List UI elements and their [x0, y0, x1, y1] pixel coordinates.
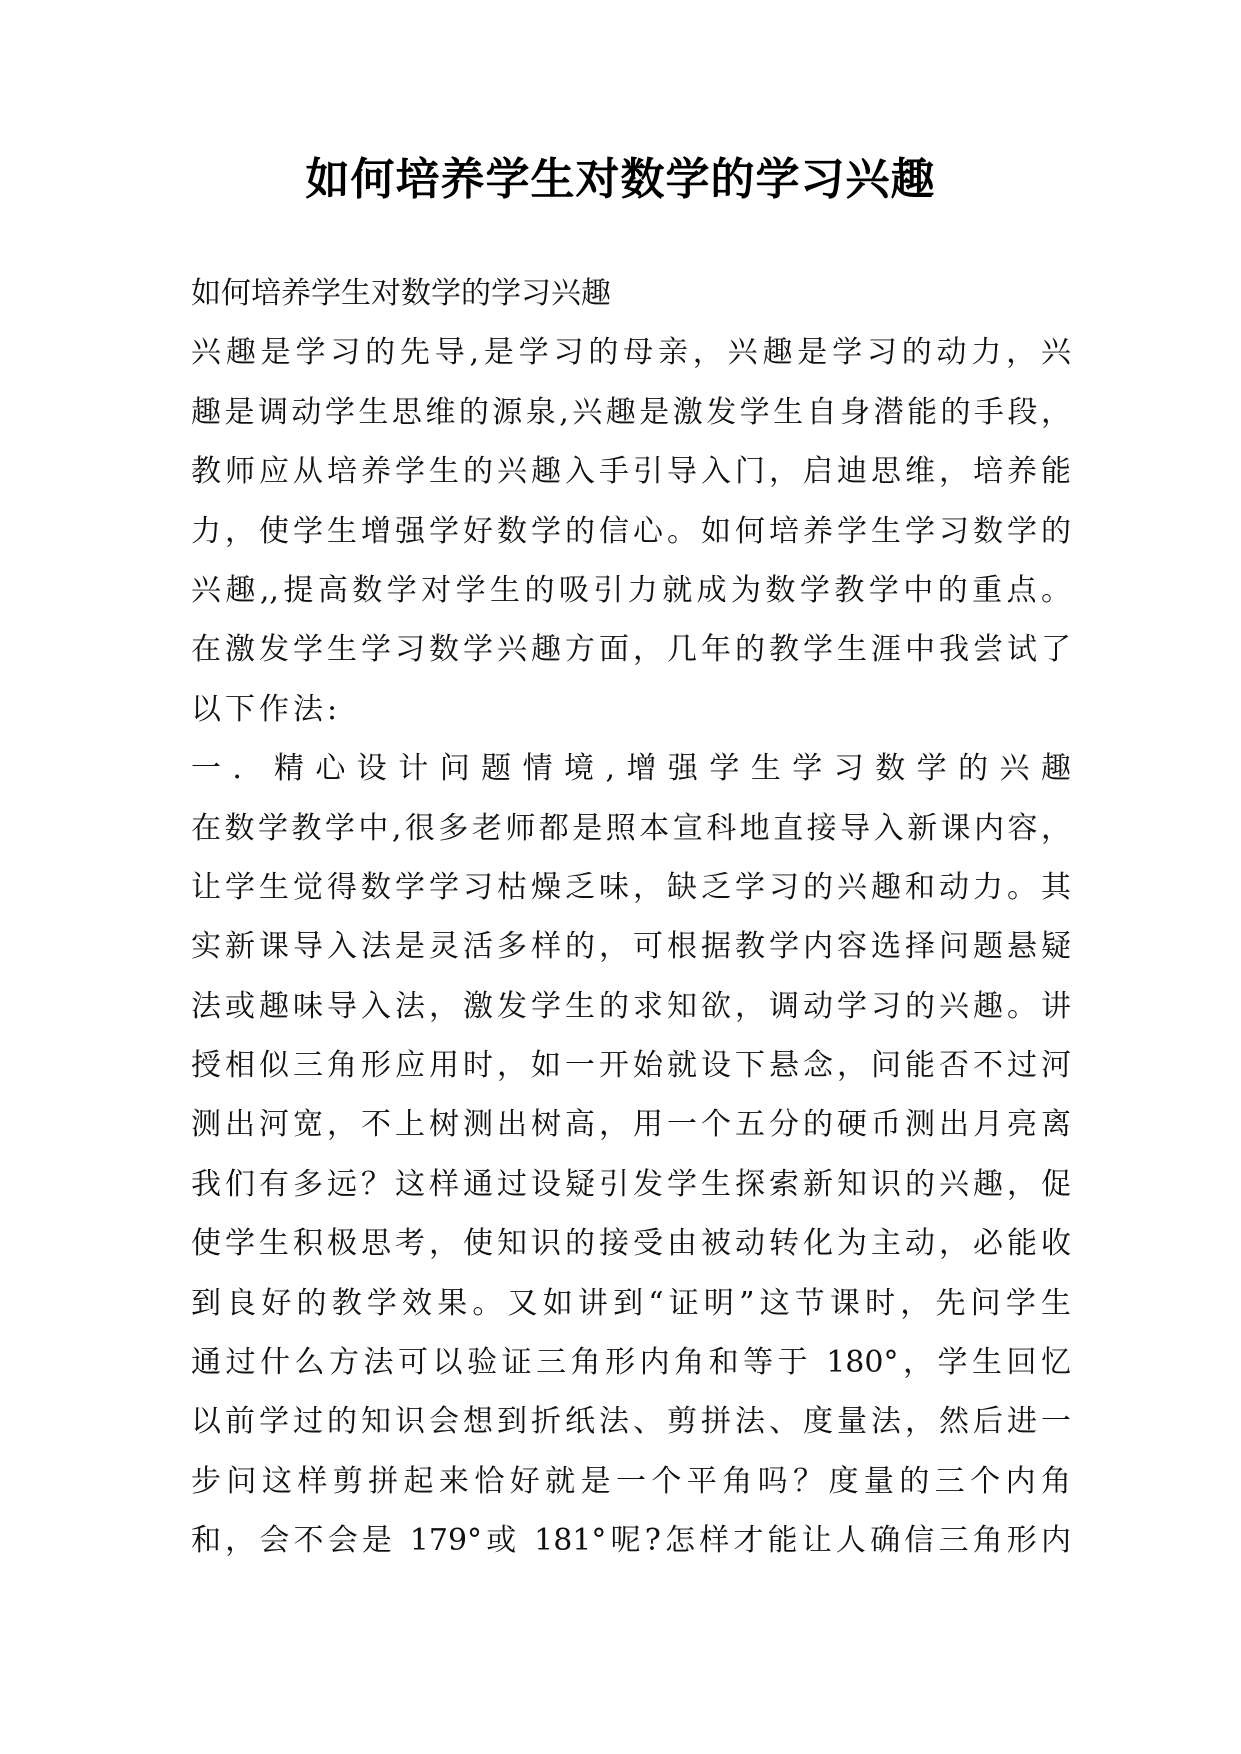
body-line: 测出河宽，不上树测出树高，用一个五分的硬币测出月亮离 — [191, 1107, 1071, 1143]
body-line: 兴趣,,提高数学对学生的吸引力就成为数学教学中的重点。 — [191, 572, 1071, 608]
body-line: 以前学过的知识会想到折纸法、剪拼法、度量法，然后进一 — [191, 1404, 1071, 1440]
body-line: 兴趣是学习的先导,是学习的母亲，兴趣是学习的动力，兴 — [191, 335, 1071, 371]
body-line: 实新课导入法是灵活多样的，可根据教学内容选择问题悬疑 — [191, 929, 1071, 965]
document-title: 如何培养学生对数学的学习兴趣 — [305, 154, 936, 205]
body-line: 以下作法: — [191, 691, 342, 727]
body-line: 趣是调动学生思维的源泉,兴趣是激发学生自身潜能的手段， — [191, 394, 1071, 430]
body-line: 教师应从培养学生的兴趣入手引导入门，启迪思维，培养能 — [191, 454, 1071, 490]
body-line: 授相似三角形应用时，如一开始就设下悬念，问能否不过河 — [191, 1048, 1071, 1084]
body-line: 使学生积极思考，使知识的接受由被动转化为主动，必能收 — [191, 1226, 1071, 1262]
body-line: 让学生觉得数学学习枯燥乏味，缺乏学习的兴趣和动力。其 — [191, 869, 1071, 905]
section-heading: 一．精心设计问题情境,增强学生学习数学的兴趣 — [191, 751, 1071, 787]
body-line: 通过什么方法可以验证三角形内角和等于 180°，学生回忆 — [191, 1345, 1071, 1381]
body-line: 力，使学生增强学好数学的信心。如何培养学生学习数学的 — [191, 513, 1071, 549]
body-line: 在激发学生学习数学兴趣方面，几年的教学生涯中我尝试了 — [191, 632, 1071, 668]
body-line: 在数学教学中,很多老师都是照本宣科地直接导入新课内容， — [191, 810, 1071, 846]
body-line: 法或趣味导入法，激发学生的求知欲，调动学习的兴趣。讲 — [191, 988, 1071, 1024]
body-line: 如何培养学生对数学的学习兴趣 — [191, 276, 611, 311]
body-line: 我们有多远？这样通过设疑引发学生探索新知识的兴趣，促 — [191, 1166, 1071, 1202]
document-body — [191, 264, 1071, 1571]
body-line: 和，会不会是 179°或 181°呢?怎样才能让人确信三角形内 — [191, 1523, 1071, 1559]
body-line: 到良好的教学效果。又如讲到“证明”这节课时，先问学生 — [191, 1285, 1071, 1321]
body-line: 步问这样剪拼起来恰好就是一个平角吗？度量的三个内角 — [191, 1463, 1071, 1499]
